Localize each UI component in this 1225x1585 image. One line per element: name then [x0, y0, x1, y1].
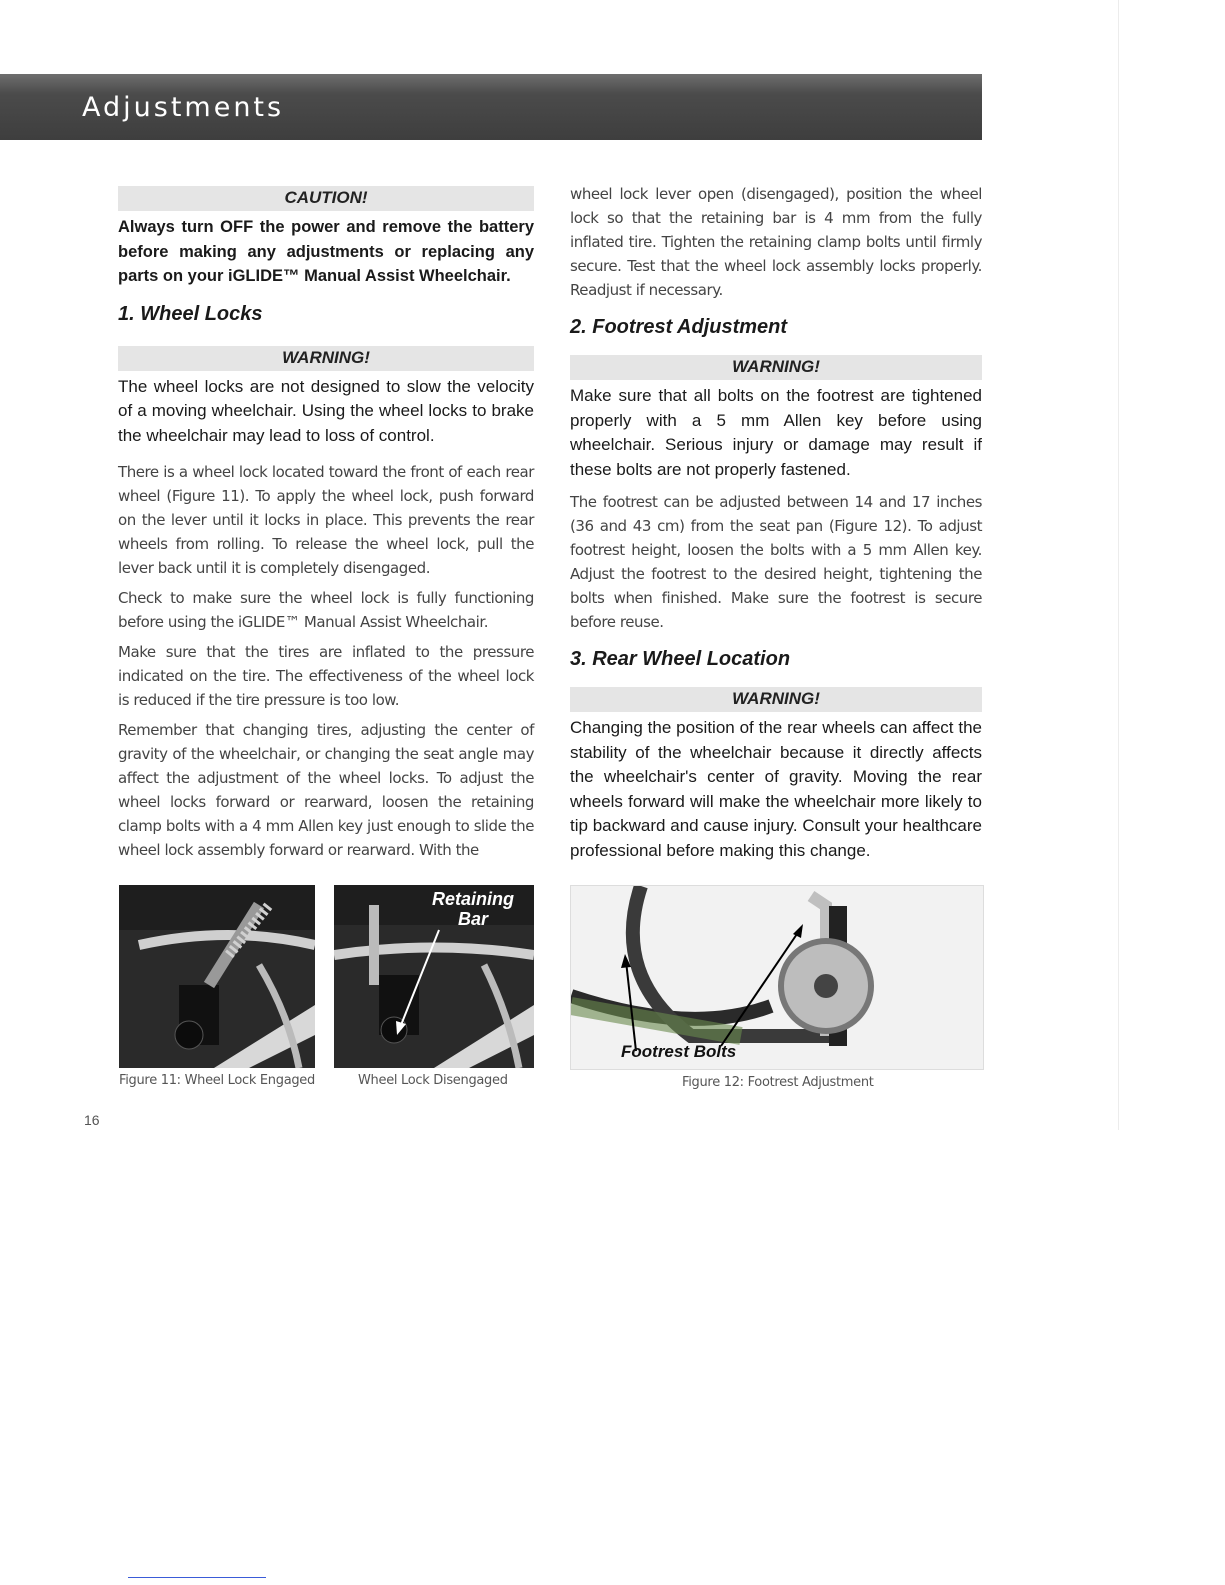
page-number: 16 [84, 1112, 100, 1128]
section-heading-wheel-locks: 1. Wheel Locks [118, 302, 263, 325]
paragraph: Make sure that the tires are inflated to the pressure indicated on the tire. The effectiveness of the wheel lock is reduced if the tire pressure is too low. [118, 643, 534, 709]
section-heading-footrest: 2. Footrest Adjustment [570, 316, 788, 338]
left-column [118, 186, 534, 868]
footer-line [128, 1577, 266, 1578]
warning-text: Make sure that all bolts on the footrest are tightened properly with a 5 mm Allen key before using wheelchair. Serious injury or damage may result if these bolts are not properly fastened. [570, 386, 982, 479]
warning-label: WARNING! [570, 355, 982, 380]
figure-12-caption: Figure 12: Footrest Adjustment [682, 1075, 874, 1090]
footrest-bolts-label: Footrest Bolts [621, 1042, 737, 1061]
paragraph: There is a wheel lock located toward the front of each rear wheel (Figure 11). To apply the wheel lock, push forward on the lever until it locks in place. This prevents the rear wheels from rolling. To release the wheel lock, pull the lever back until it is completely disengaged. [118, 463, 534, 577]
caution-label: CAUTION! [118, 186, 534, 211]
paragraph: The footrest can be adjusted between 14 and 17 inches (36 and 43 cm) from the seat pan (Figure 12). To adjust footrest height, loosen the bolts with a 5 mm Allen key. Adjust the footrest to the desired height, tightening the bolts when finished. Make sure the footrest is secure before reuse. [570, 493, 982, 631]
warning-label: WARNING! [118, 346, 534, 371]
retaining-bar-label: Retaining Bar [431, 889, 514, 929]
figure-11-caption: Figure 11: Wheel Lock Engaged [119, 1073, 315, 1088]
figure-wheel-lock-disengaged [334, 885, 534, 1068]
warning-label: WARNING! [570, 687, 982, 712]
wheel-lock-engaged-photo [119, 885, 315, 1068]
paragraph: Remember that changing tires, adjusting the center of gravity of the wheelchair, or changing the seat angle may affect the adjustment of the wheel locks. To adjust the wheel locks forward or rearward, loosen the retaining clamp bolts with a 4 mm Allen key just enough to slide the wheel lock assembly forward or rearward. With the [118, 721, 534, 859]
figure-11b-caption: Wheel Lock Disengaged [358, 1073, 508, 1088]
wheel-locks-body [118, 460, 534, 862]
continuation-paragraph: wheel lock lever open (disengaged), position the wheel lock so that the retaining bar is 4 mm from the fully inflated tire. Tighten the retaining clamp bolts until firmly secure. Test that the wheel lock assembly locks properly. Readjust if necessary. [570, 185, 982, 299]
warning-text: The wheel locks are not designed to slow the velocity of a moving wheelchair. Using the wheel locks to brake the wheelchair may lead to loss of control. [118, 376, 534, 445]
page-title: Adjustments [82, 92, 285, 123]
page-edge [1118, 0, 1119, 1130]
figure-wheel-lock-engaged [119, 885, 315, 1068]
right-column [570, 182, 982, 863]
paragraph: Check to make sure the wheel lock is fully functioning before using the iGLIDE™ Manual Assist Wheelchair. [118, 589, 534, 631]
figure-footrest [570, 885, 984, 1070]
section-heading-rear-wheel: 3. Rear Wheel Location [570, 648, 791, 670]
warning-text: Changing the position of the rear wheels can affect the stability of the wheelchair because it directly affects the wheelchair's center of gravity. Moving the rear wheels forward will make the wheelchair more likely to tip backward and cause injury. Consult your healthcare professional before making this change. [570, 718, 982, 860]
caution-text: Always turn OFF the power and remove the battery before making any adjustments or replacing any parts on your iGLIDE™ Manual Assist Wheelchair. [118, 218, 534, 285]
